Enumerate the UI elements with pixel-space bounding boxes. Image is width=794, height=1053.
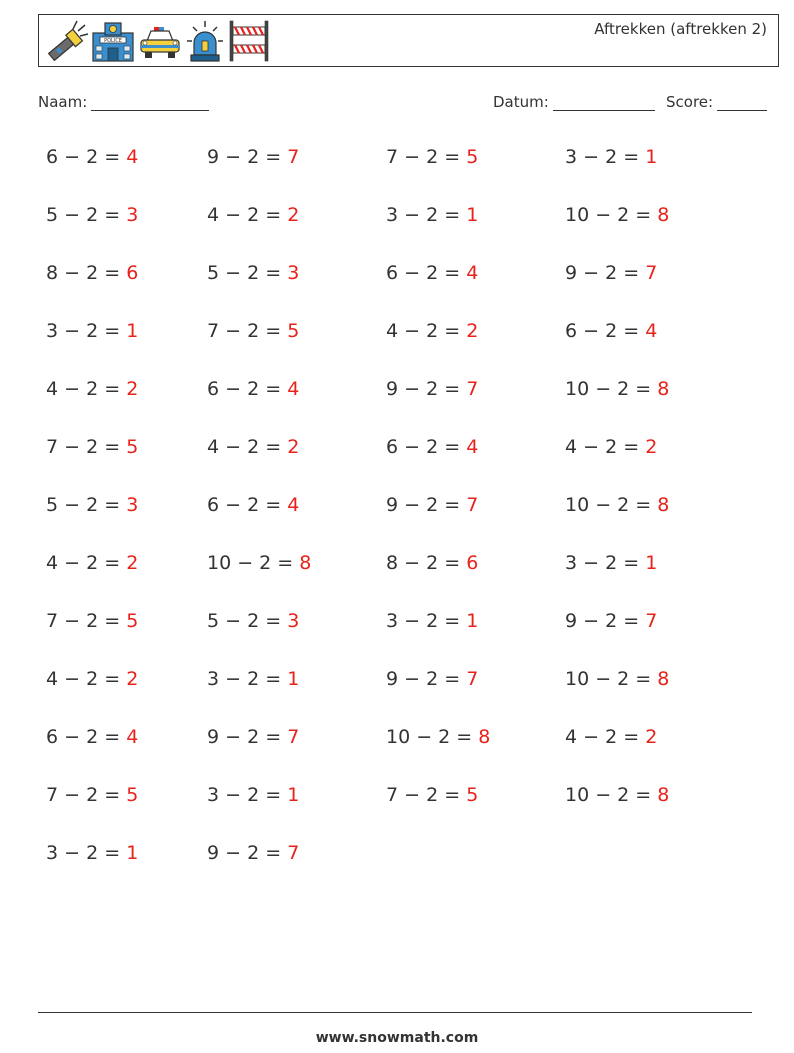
problem-13	[46, 320, 138, 342]
problem-expression: 3 − 2 =	[386, 204, 467, 226]
problem-expression: 7 − 2 =	[386, 146, 467, 168]
problem-expression: 5 − 2 =	[46, 494, 127, 516]
problem-2	[207, 146, 299, 168]
problem-30	[207, 552, 311, 574]
date-field	[493, 93, 655, 111]
problem-answer: 1	[466, 610, 479, 632]
problem-answer: 4	[126, 726, 139, 748]
siren-light-icon	[185, 19, 225, 63]
problem-answer: 2	[287, 436, 300, 458]
problem-answer: 2	[645, 436, 658, 458]
problem-expression: 9 − 2 =	[207, 146, 288, 168]
problem-expression: 3 − 2 =	[46, 842, 127, 864]
problem-answer: 1	[126, 320, 139, 342]
problem-answer: 5	[126, 784, 139, 806]
problem-27	[386, 494, 478, 516]
problem-expression: 9 − 2 =	[386, 668, 467, 690]
problem-1	[46, 146, 138, 168]
problem-answer: 1	[466, 204, 479, 226]
problem-26	[207, 494, 299, 516]
problem-50	[207, 842, 299, 864]
footer-url: www.snowmath.com	[315, 1030, 479, 1046]
date-blank[interactable]	[553, 96, 655, 111]
problem-answer: 1	[645, 552, 658, 574]
problem-answer: 8	[299, 552, 312, 574]
header-icons	[43, 18, 271, 64]
problem-42	[207, 726, 299, 748]
problem-expression: 6 − 2 =	[46, 146, 127, 168]
problem-39	[386, 668, 478, 690]
problem-expression: 5 − 2 =	[207, 262, 288, 284]
problem-answer: 2	[287, 204, 300, 226]
problem-20	[565, 378, 669, 400]
header-box	[38, 14, 779, 67]
problem-expression: 6 − 2 =	[46, 726, 127, 748]
problem-44	[565, 726, 657, 748]
problem-3	[386, 146, 478, 168]
problem-answer: 2	[645, 726, 658, 748]
problem-12	[565, 262, 657, 284]
problem-expression: 4 − 2 =	[207, 436, 288, 458]
problem-answer: 7	[466, 668, 479, 690]
problem-expression: 5 − 2 =	[46, 204, 127, 226]
problem-49	[46, 842, 138, 864]
problem-28	[565, 494, 669, 516]
problem-6	[207, 204, 299, 226]
problem-43	[386, 726, 490, 748]
problem-answer: 8	[657, 494, 670, 516]
problem-32	[565, 552, 657, 574]
problem-29	[46, 552, 138, 574]
problem-34	[207, 610, 299, 632]
problem-23	[386, 436, 478, 458]
problem-answer: 4	[287, 494, 300, 516]
problem-37	[46, 668, 138, 690]
problem-expression: 6 − 2 =	[207, 378, 288, 400]
problem-expression: 9 − 2 =	[565, 610, 646, 632]
footer-divider	[38, 1012, 752, 1013]
problem-expression: 7 − 2 =	[207, 320, 288, 342]
problem-answer: 3	[126, 494, 139, 516]
problem-16	[565, 320, 657, 342]
problem-4	[565, 146, 657, 168]
police-station-icon	[91, 19, 135, 63]
problem-expression: 9 − 2 =	[207, 726, 288, 748]
problem-expression: 7 − 2 =	[386, 784, 467, 806]
problem-expression: 9 − 2 =	[386, 494, 467, 516]
road-barrier-icon	[227, 19, 271, 63]
problem-18	[207, 378, 299, 400]
problem-expression: 10 − 2 =	[565, 378, 658, 400]
problem-expression: 6 − 2 =	[386, 436, 467, 458]
problem-answer: 3	[126, 204, 139, 226]
problem-41	[46, 726, 138, 748]
problem-answer: 8	[657, 668, 670, 690]
problem-10	[207, 262, 299, 284]
problem-expression: 3 − 2 =	[386, 610, 467, 632]
problem-38	[207, 668, 299, 690]
problem-expression: 4 − 2 =	[565, 436, 646, 458]
problem-expression: 10 − 2 =	[565, 204, 658, 226]
problem-expression: 3 − 2 =	[565, 146, 646, 168]
problem-answer: 5	[287, 320, 300, 342]
problem-answer: 7	[645, 610, 658, 632]
problem-answer: 2	[466, 320, 479, 342]
worksheet-title: Aftrekken (aftrekken 2)	[594, 20, 767, 38]
problem-answer: 7	[287, 726, 300, 748]
problem-expression: 9 − 2 =	[386, 378, 467, 400]
problem-answer: 6	[126, 262, 139, 284]
problem-expression: 10 − 2 =	[565, 668, 658, 690]
problem-answer: 2	[126, 378, 139, 400]
problem-11	[386, 262, 478, 284]
problem-answer: 7	[466, 494, 479, 516]
problem-answer: 7	[287, 146, 300, 168]
problem-35	[386, 610, 478, 632]
problem-answer: 4	[645, 320, 658, 342]
problem-21	[46, 436, 138, 458]
problem-expression: 4 − 2 =	[207, 204, 288, 226]
problem-expression: 8 − 2 =	[46, 262, 127, 284]
problem-answer: 7	[287, 842, 300, 864]
problem-answer: 8	[478, 726, 491, 748]
problem-answer: 6	[466, 552, 479, 574]
problem-expression: 10 − 2 =	[565, 784, 658, 806]
problem-expression: 4 − 2 =	[46, 378, 127, 400]
svg-text:POLICE: POLICE	[104, 38, 122, 44]
problem-14	[207, 320, 299, 342]
date-label: Datum:	[493, 93, 549, 111]
problem-expression: 9 − 2 =	[207, 842, 288, 864]
problem-40	[565, 668, 669, 690]
score-field	[666, 93, 767, 111]
name-field	[38, 93, 209, 111]
problem-33	[46, 610, 138, 632]
problem-answer: 3	[287, 262, 300, 284]
problem-answer: 1	[287, 668, 300, 690]
problem-expression: 7 − 2 =	[46, 436, 127, 458]
problem-answer: 7	[466, 378, 479, 400]
score-label: Score:	[666, 93, 714, 111]
problem-45	[46, 784, 138, 806]
problem-expression: 9 − 2 =	[565, 262, 646, 284]
problem-22	[207, 436, 299, 458]
problem-answer: 3	[287, 610, 300, 632]
problem-expression: 4 − 2 =	[46, 552, 127, 574]
problem-expression: 3 − 2 =	[207, 784, 288, 806]
problem-expression: 6 − 2 =	[207, 494, 288, 516]
problem-15	[386, 320, 478, 342]
problem-answer: 5	[466, 784, 479, 806]
problem-46	[207, 784, 299, 806]
flashlight-icon	[43, 19, 89, 63]
problem-expression: 7 − 2 =	[46, 610, 127, 632]
problem-expression: 6 − 2 =	[386, 262, 467, 284]
problem-expression: 5 − 2 =	[207, 610, 288, 632]
problem-answer: 8	[657, 378, 670, 400]
problem-17	[46, 378, 138, 400]
problem-answer: 7	[645, 262, 658, 284]
problem-answer: 1	[645, 146, 658, 168]
name-blank[interactable]	[91, 96, 209, 111]
problem-expression: 7 − 2 =	[46, 784, 127, 806]
problem-5	[46, 204, 138, 226]
problem-expression: 10 − 2 =	[207, 552, 300, 574]
problem-expression: 4 − 2 =	[46, 668, 127, 690]
problem-48	[565, 784, 669, 806]
problem-answer: 4	[126, 146, 139, 168]
problem-answer: 5	[466, 146, 479, 168]
problem-expression: 10 − 2 =	[386, 726, 479, 748]
problem-expression: 3 − 2 =	[207, 668, 288, 690]
problem-9	[46, 262, 138, 284]
problem-answer: 2	[126, 552, 139, 574]
problem-expression: 4 − 2 =	[386, 320, 467, 342]
problem-expression: 6 − 2 =	[565, 320, 646, 342]
problem-answer: 5	[126, 436, 139, 458]
problem-answer: 1	[287, 784, 300, 806]
problem-47	[386, 784, 478, 806]
problem-answer: 8	[657, 784, 670, 806]
problem-answer: 4	[466, 436, 479, 458]
problem-answer: 4	[466, 262, 479, 284]
problem-answer: 1	[126, 842, 139, 864]
problem-24	[565, 436, 657, 458]
problem-25	[46, 494, 138, 516]
problem-answer: 5	[126, 610, 139, 632]
problem-answer: 8	[657, 204, 670, 226]
problem-31	[386, 552, 478, 574]
problem-7	[386, 204, 478, 226]
problem-8	[565, 204, 669, 226]
problem-expression: 10 − 2 =	[565, 494, 658, 516]
problem-expression: 8 − 2 =	[386, 552, 467, 574]
police-car-icon	[137, 19, 183, 63]
name-label: Naam:	[38, 93, 88, 111]
problem-expression: 3 − 2 =	[565, 552, 646, 574]
score-blank[interactable]	[717, 96, 767, 111]
problem-36	[565, 610, 657, 632]
problem-answer: 2	[126, 668, 139, 690]
problem-answer: 4	[287, 378, 300, 400]
problem-expression: 4 − 2 =	[565, 726, 646, 748]
problem-expression: 3 − 2 =	[46, 320, 127, 342]
problem-19	[386, 378, 478, 400]
